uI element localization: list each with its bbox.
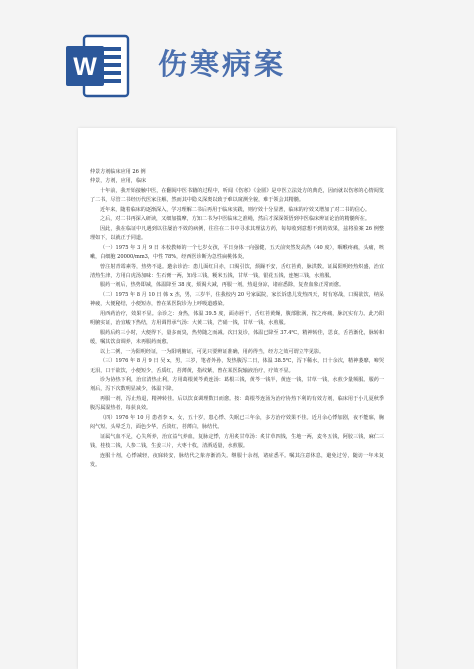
paragraph: 十年前，我开始接触中医，在翻阅中医书籍的过程中，听闻《伤寒》《金匮》是中医立法处方的典范，因而就以伤寒的心情阅览了二书，尽管二书经历代医家注解，然而其中隐义深奥以致于难以窥测全貌，难于领会其精髓。 xyxy=(90,187,384,204)
paragraph: 证属气血不足，心失所养，治宜益气养血，复脉定悸，方用炙甘草汤：炙甘草四钱，生地一两，麦冬五钱，阿胶三钱，麻仁三钱，桂枝二钱，人参二钱，生姜三片，大枣十枚，清酒适量，水煎服。 xyxy=(90,433,384,450)
paragraph: 服药后约三小时，大便得下，量多而臭，热势随之而减。次日复诊，体温已降至 37.4℃，精神转佳，思食，舌苔渐化，脉转和缓，嘱其饮食调养，未再服药而愈。 xyxy=(90,329,384,346)
paragraph: 连服十剂，心悸减轻，夜寐转安，脉结代之象亦渐消失。继服十余剂，诸症悉平。嘱其注意休息，避免过劳，随访一年未复发。 xyxy=(90,452,384,469)
paragraph: 服药一剂后，热势即减，体温降至 38 度，烦渴大减，再服一剂，热退身凉，诸症悉除，复查血象正常而愈。 xyxy=(100,282,345,289)
document-body xyxy=(90,168,384,471)
word-document-icon xyxy=(64,33,130,99)
paragraph: （三）1976 年 8 月 9 日 吴 x，男，三岁，笔者外孙，发热腹泻二日，体温 38.5℃，泻下稀水，日十余次，精神萎靡，啼哭无泪，口干欲饮，小便短少，舌质红，苔薄黄，指纹紫，曾在某医院输液治疗，疗效不显。 xyxy=(90,358,384,374)
document-heading: 仲景方剂临床应用 26 例 xyxy=(90,169,146,175)
paragraph: 近年来，随着临床的逐渐深入，学习理解二书后再用于临床实践，则疗效十分显著，临床的疗效又增加了对二书的信心。 xyxy=(100,206,370,213)
word-logo-letter: W xyxy=(73,53,97,81)
paragraph: （四）1976 年 10 月 患者李 x，女，五十岁，患心悸、失眠已三年余，多方治疗效果不佳。近月余心悸加剧，夜不能寐，胸闷气短，头晕乏力，面色少华，舌淡红，苔薄白，脉结代。 xyxy=(90,414,384,431)
paragraph: （二）1975 年 8 月 10 日 韩 x 杰，男，三岁半，住我校内 20 号家属院，家长诉患儿发热四天，时有寒战，口渴欲饮，纳呆神疲，大便秘结，小便短赤，曾在某医院诊为上呼吸道感染。 xyxy=(90,291,384,308)
paragraph: 再服一剂，泻止热退，精神转佳。后以饮食调理数日而愈。按：葛根芩连汤为治疗协热下利的有效方剂，临床用于小儿夏秋季腹泻属湿热者，每获良效。 xyxy=(90,395,384,412)
paragraph: 曾注射青霉素等，热势不退。邀余诊治：患儿面红目赤，口渴引饮，烦躁不安，舌红苔黄，脉洪数。证属阳明经热炽盛，治宜清热生津，方用白虎汤加味：生石膏一两，知母三钱，粳米五钱，甘草一钱，银花五钱，连翘三钱，水煎服。 xyxy=(90,263,384,279)
paragraph: 因此，我在临证中凡遇到以往屡治不效的病例，往往在二书中寻求其理法方药，每每收到意想不到的效果，兹将验案 26 例整理如下，以就正于同道。 xyxy=(90,225,384,242)
document-keywords: 仲景，方剂，应用，临床 xyxy=(90,178,147,185)
page-title: 伤寒病案 xyxy=(158,47,287,81)
paragraph: 诊为协热下利，治宜清热止利，方用葛根黄芩黄连汤：葛根三钱，黄芩一钱半，黄连一钱，甘草一钱，水煎少量频服。服药一剂后，泻下次数明显减少，体温下降。 xyxy=(90,376,384,393)
paragraph: 之后，对二书再深入研读，又细加揣摩，方知二书为中医临床之准绳，然后才深深领悟到中医临床辨证论治的精髓所在。 xyxy=(100,216,370,223)
document-page xyxy=(78,128,396,669)
paragraph: （一）1975 年 3 月 9 日 本校教师的一个七岁女孩，平日身体一向强健，五天前突然发高热（40 度），咽喉疼痛，头痛，咳嗽，白细胞 20000/mm3，中性 78%，经西医诊断为急性扁桃体炎。 xyxy=(90,244,384,261)
paragraph: 以上二例，一为阳明经证，一为阳明腑证，可见只要辨证准确，用药得当，经方之效可谓立竿见影。 xyxy=(100,348,325,355)
paragraph: 用西药治疗，效果不显。余诊之：身热，体温 39.5 度，面赤唇干，舌红苔黄燥，腹部胀满，按之疼痛，脉沉实有力。此乃阳明腑实证，治宜峻下热结，方用调胃承气汤：大黄二钱，芒硝一钱，甘草一钱，水煎服。 xyxy=(90,310,384,327)
header-banner xyxy=(0,0,474,130)
